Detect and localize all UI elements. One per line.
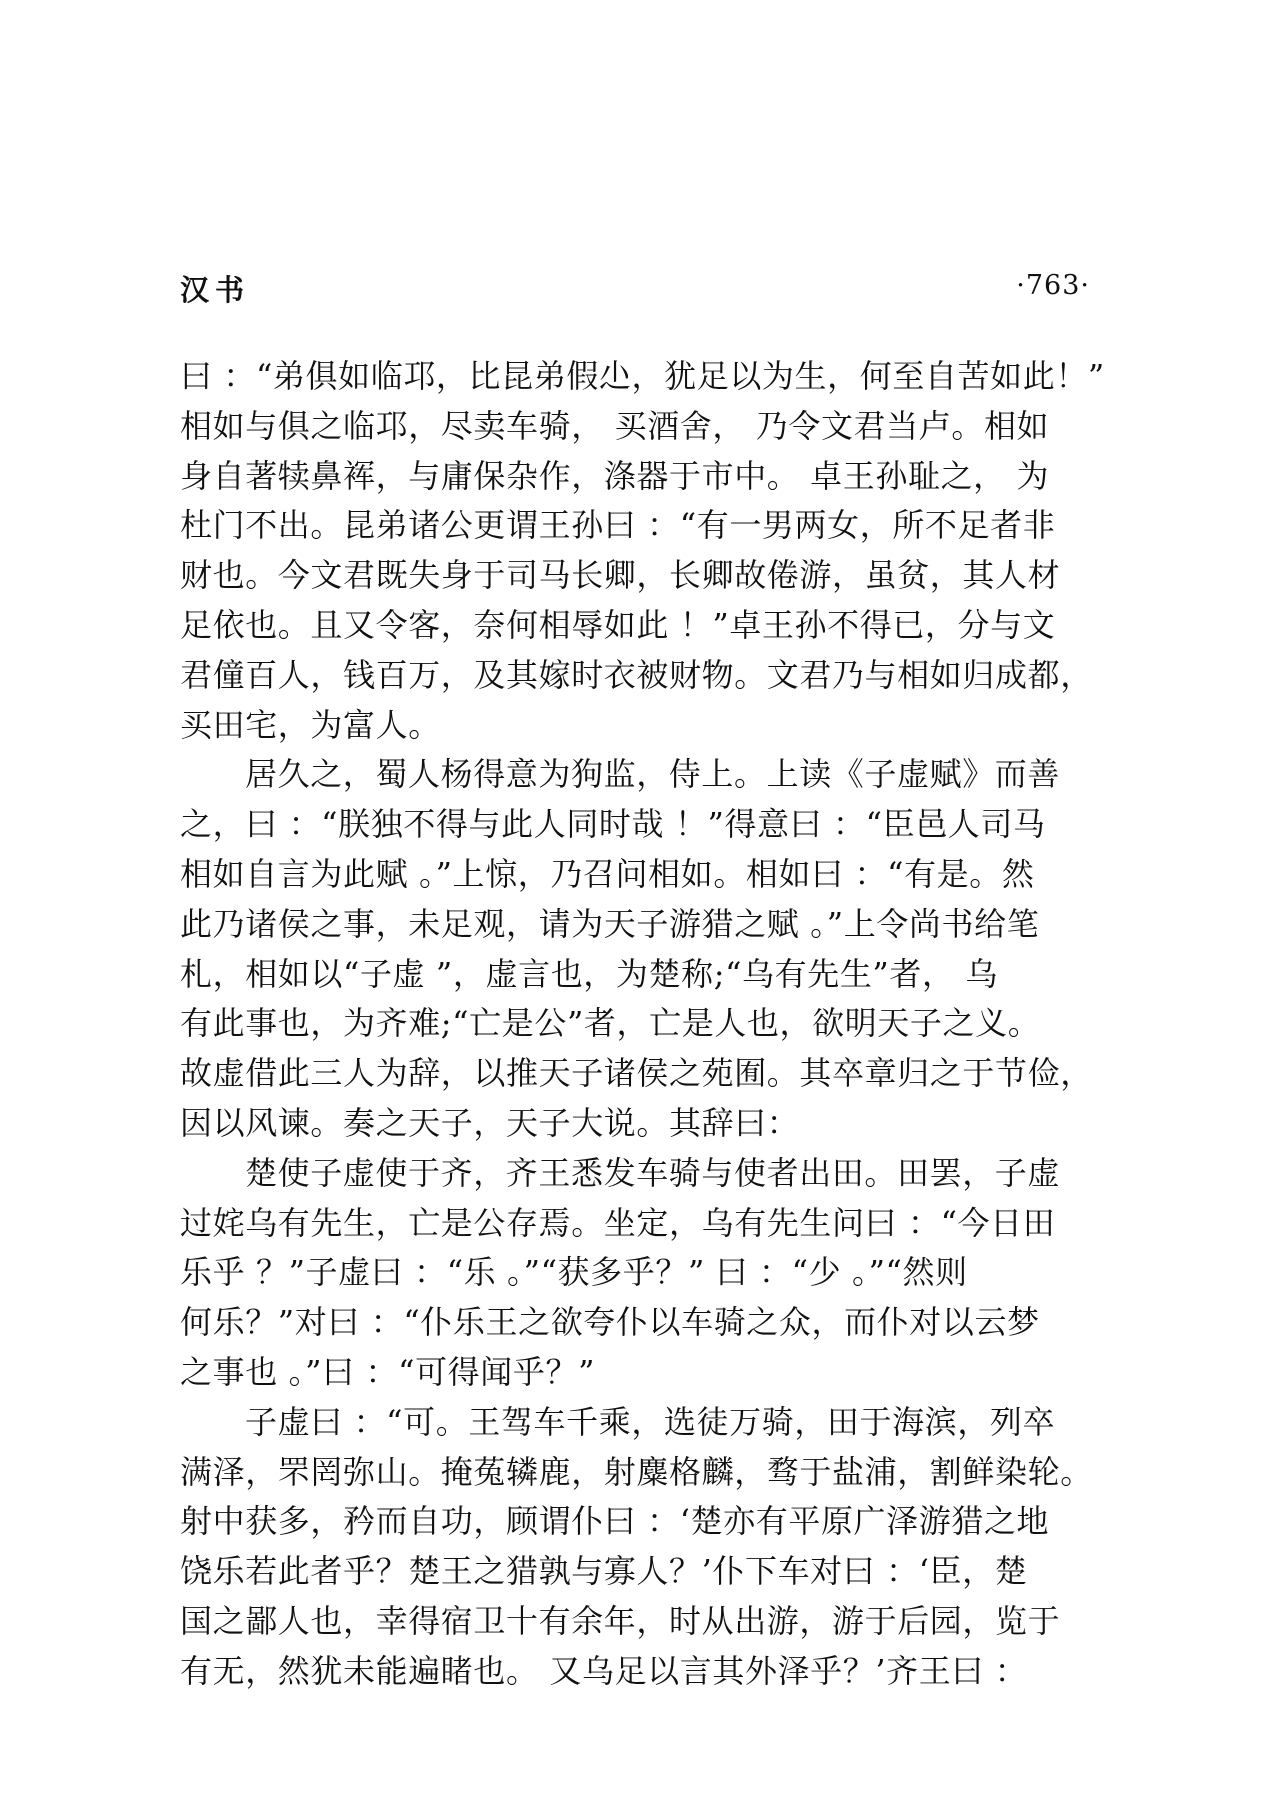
text-line: 满泽，罘罔弥山。掩菟辚鹿，射麋格麟，骛于盐浦，割鲜染轮。 [180, 1452, 1093, 1491]
body-text [180, 352, 1105, 1697]
text-line: 乐乎 ？”子虚曰 ：“乐 。”“获多乎？” 曰 ：“少 。”“然则 [180, 1253, 968, 1292]
text-line: 何乐？”对曰 ：“仆乐王之欲夸仆以车骑之众，而仆对以云梦 [180, 1303, 1040, 1342]
page-header [180, 268, 1090, 318]
text-line: 相如与俱之临邛，尽卖车骑， 买酒舍， 乃令文君当卢。相如 [180, 406, 1050, 445]
book-title: 汉书 [180, 273, 251, 307]
page-number: ·763· [1016, 270, 1090, 301]
text-line: 居久之，蜀人杨得意为狗监，侍上。上读《子虚赋》而善 [245, 755, 1061, 794]
text-line: 君僮百人，钱百万，及其嫁时衣被财物。文君乃与相如归成都， [180, 655, 1093, 694]
text-line: 相如自言为此赋 。”上惊，乃召问相如。相如曰 ：“有是。然 [180, 854, 1035, 893]
text-line: 过姹乌有先生，亡是公存焉。坐定，乌有先生问曰 ：“今日田 [180, 1203, 1056, 1242]
text-line: 有无，然犹未能遍睹也。 又乌足以言其外泽乎？’齐王曰 ： [180, 1651, 1028, 1690]
text-line: 杜门不出。昆弟诸公更谓王孙曰 ：“有一男两女，所不足者非 [180, 506, 1056, 545]
text-line: 此乃诸侯之事，未足观，请为天子游猎之赋 。”上令尚书给笔 [180, 904, 1040, 943]
text-line: 有此事也，为齐难;“亡是公”者，亡是人也，欲明天子之义。 [180, 1004, 1041, 1043]
text-line: 楚使子虚使于齐，齐王悉发车骑与使者出田。田罢，子虚 [245, 1153, 1061, 1192]
text-line: 国之鄙人也，幸得宿卫十有余年，时从出游，游于后园，览于 [180, 1601, 1061, 1640]
text-line: 射中获多，矜而自功，顾谓仆曰 ：‘楚亦有平原广泽游猎之地 [180, 1502, 1050, 1541]
text-line: 故虚借此三人为辞，以推天子诸侯之苑囿。其卒章归之于节俭， [180, 1054, 1093, 1093]
text-line: 财也。今文君既失身于司马长卿，长卿故倦游，虽贫，其人材 [180, 556, 1061, 595]
text-line: 子虚曰 ：“可。王驾车千乘，选徒万骑，田于海滨，列卒 [245, 1402, 1056, 1441]
text-line: 足依也。且又令客，奈何相辱如此 ！”卓王孙不得已，分与文 [180, 605, 1056, 644]
text-line: 札，相如以“子虚 ”，虚言也，为楚称;“乌有先生”者， 乌 [180, 954, 998, 993]
text-line: 曰 ：“弟俱如临邛，比昆弟假尐，犹足以为生，何至自苦如此！” [180, 357, 1105, 395]
text-line: 之事也 。”曰 ：“可得闻乎？” [180, 1352, 596, 1391]
text-line: 身自著犊鼻裈，与庸保杂作，涤器于市中。 卓王孙耻之， 为 [180, 456, 1050, 495]
text-line: 因以风谏。奏之天子，天子大说。其辞曰： [180, 1103, 800, 1142]
text-line: 饶乐若此者乎？楚王之猎孰与寡人？’仆下车对曰 ：‘臣，楚 [180, 1552, 1028, 1591]
text-line: 之，曰 ：“朕独不得与此人同时哉 ！”得意曰 ：“臣邑人司马 [180, 805, 1046, 844]
text-line: 买田宅，为富人。 [180, 705, 441, 744]
